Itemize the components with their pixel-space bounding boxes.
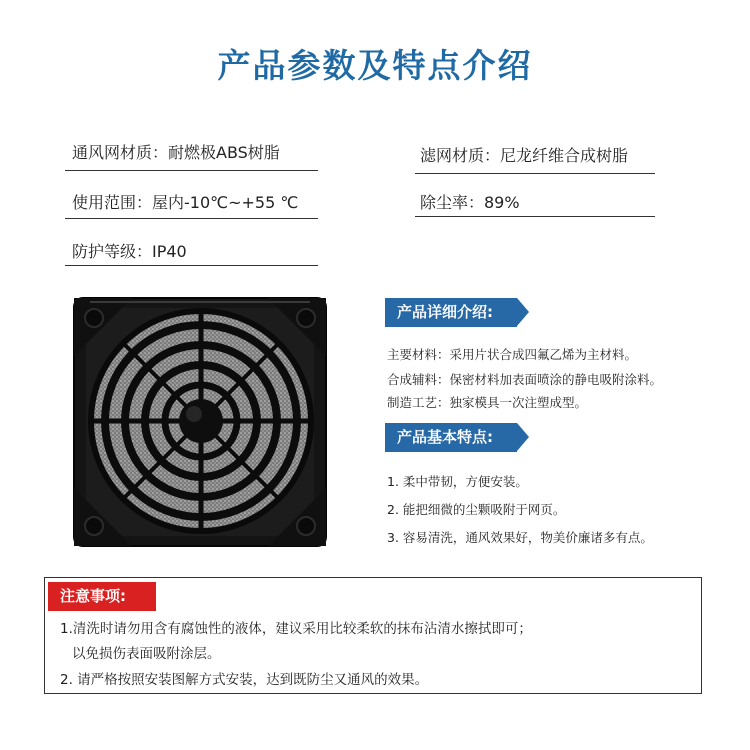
notice-tag: 注意事项: xyxy=(48,582,156,611)
notice-line: 以免损伤表面吸附涂层。 xyxy=(72,646,221,662)
page-title: 产品参数及特点介绍 xyxy=(217,46,533,85)
detail-line: 合成辅料：保密材料加表面喷涂的静电吸附涂料。 xyxy=(387,372,663,387)
notice-line: 2. 请严格按照安装图解方式安装，达到既防尘又通风的效果。 xyxy=(60,672,429,688)
features-tag: 产品基本特点: xyxy=(385,423,517,452)
spec-usage-range: 使用范围：屋内-10℃~+55 ℃ xyxy=(72,193,299,212)
spec-divider xyxy=(415,216,655,217)
feature-item: 1. 柔中带韧，方便安装。 xyxy=(387,474,528,489)
notice-line: 1.清洗时请勿用含有腐蚀性的液体，建议采用比较柔软的抹布沾清水擦拭即可； xyxy=(60,621,532,637)
spec-protection: 防护等级：IP40 xyxy=(72,242,187,261)
feature-item: 2. 能把细微的尘颗吸附于网页。 xyxy=(387,502,566,517)
detail-line: 主要材料：采用片状合成四氟乙烯为主材料。 xyxy=(387,347,638,362)
spec-filter-material: 滤网材质：尼龙纤维合成树脂 xyxy=(420,146,629,165)
detail-tag: 产品详细介绍: xyxy=(385,298,517,327)
spec-divider xyxy=(65,170,318,171)
detail-line: 制造工艺：独家模具一次注塑成型。 xyxy=(387,395,588,410)
spec-dust-rate: 除尘率：89% xyxy=(420,193,520,212)
fan-filter-photo xyxy=(72,296,328,548)
spec-divider xyxy=(415,173,655,174)
spec-divider xyxy=(65,218,318,219)
feature-item: 3. 容易清洗，通风效果好，物美价廉诸多有点。 xyxy=(387,530,653,545)
spec-divider xyxy=(65,265,318,266)
spec-mesh-material: 通风网材质：耐燃极ABS树脂 xyxy=(72,143,280,162)
